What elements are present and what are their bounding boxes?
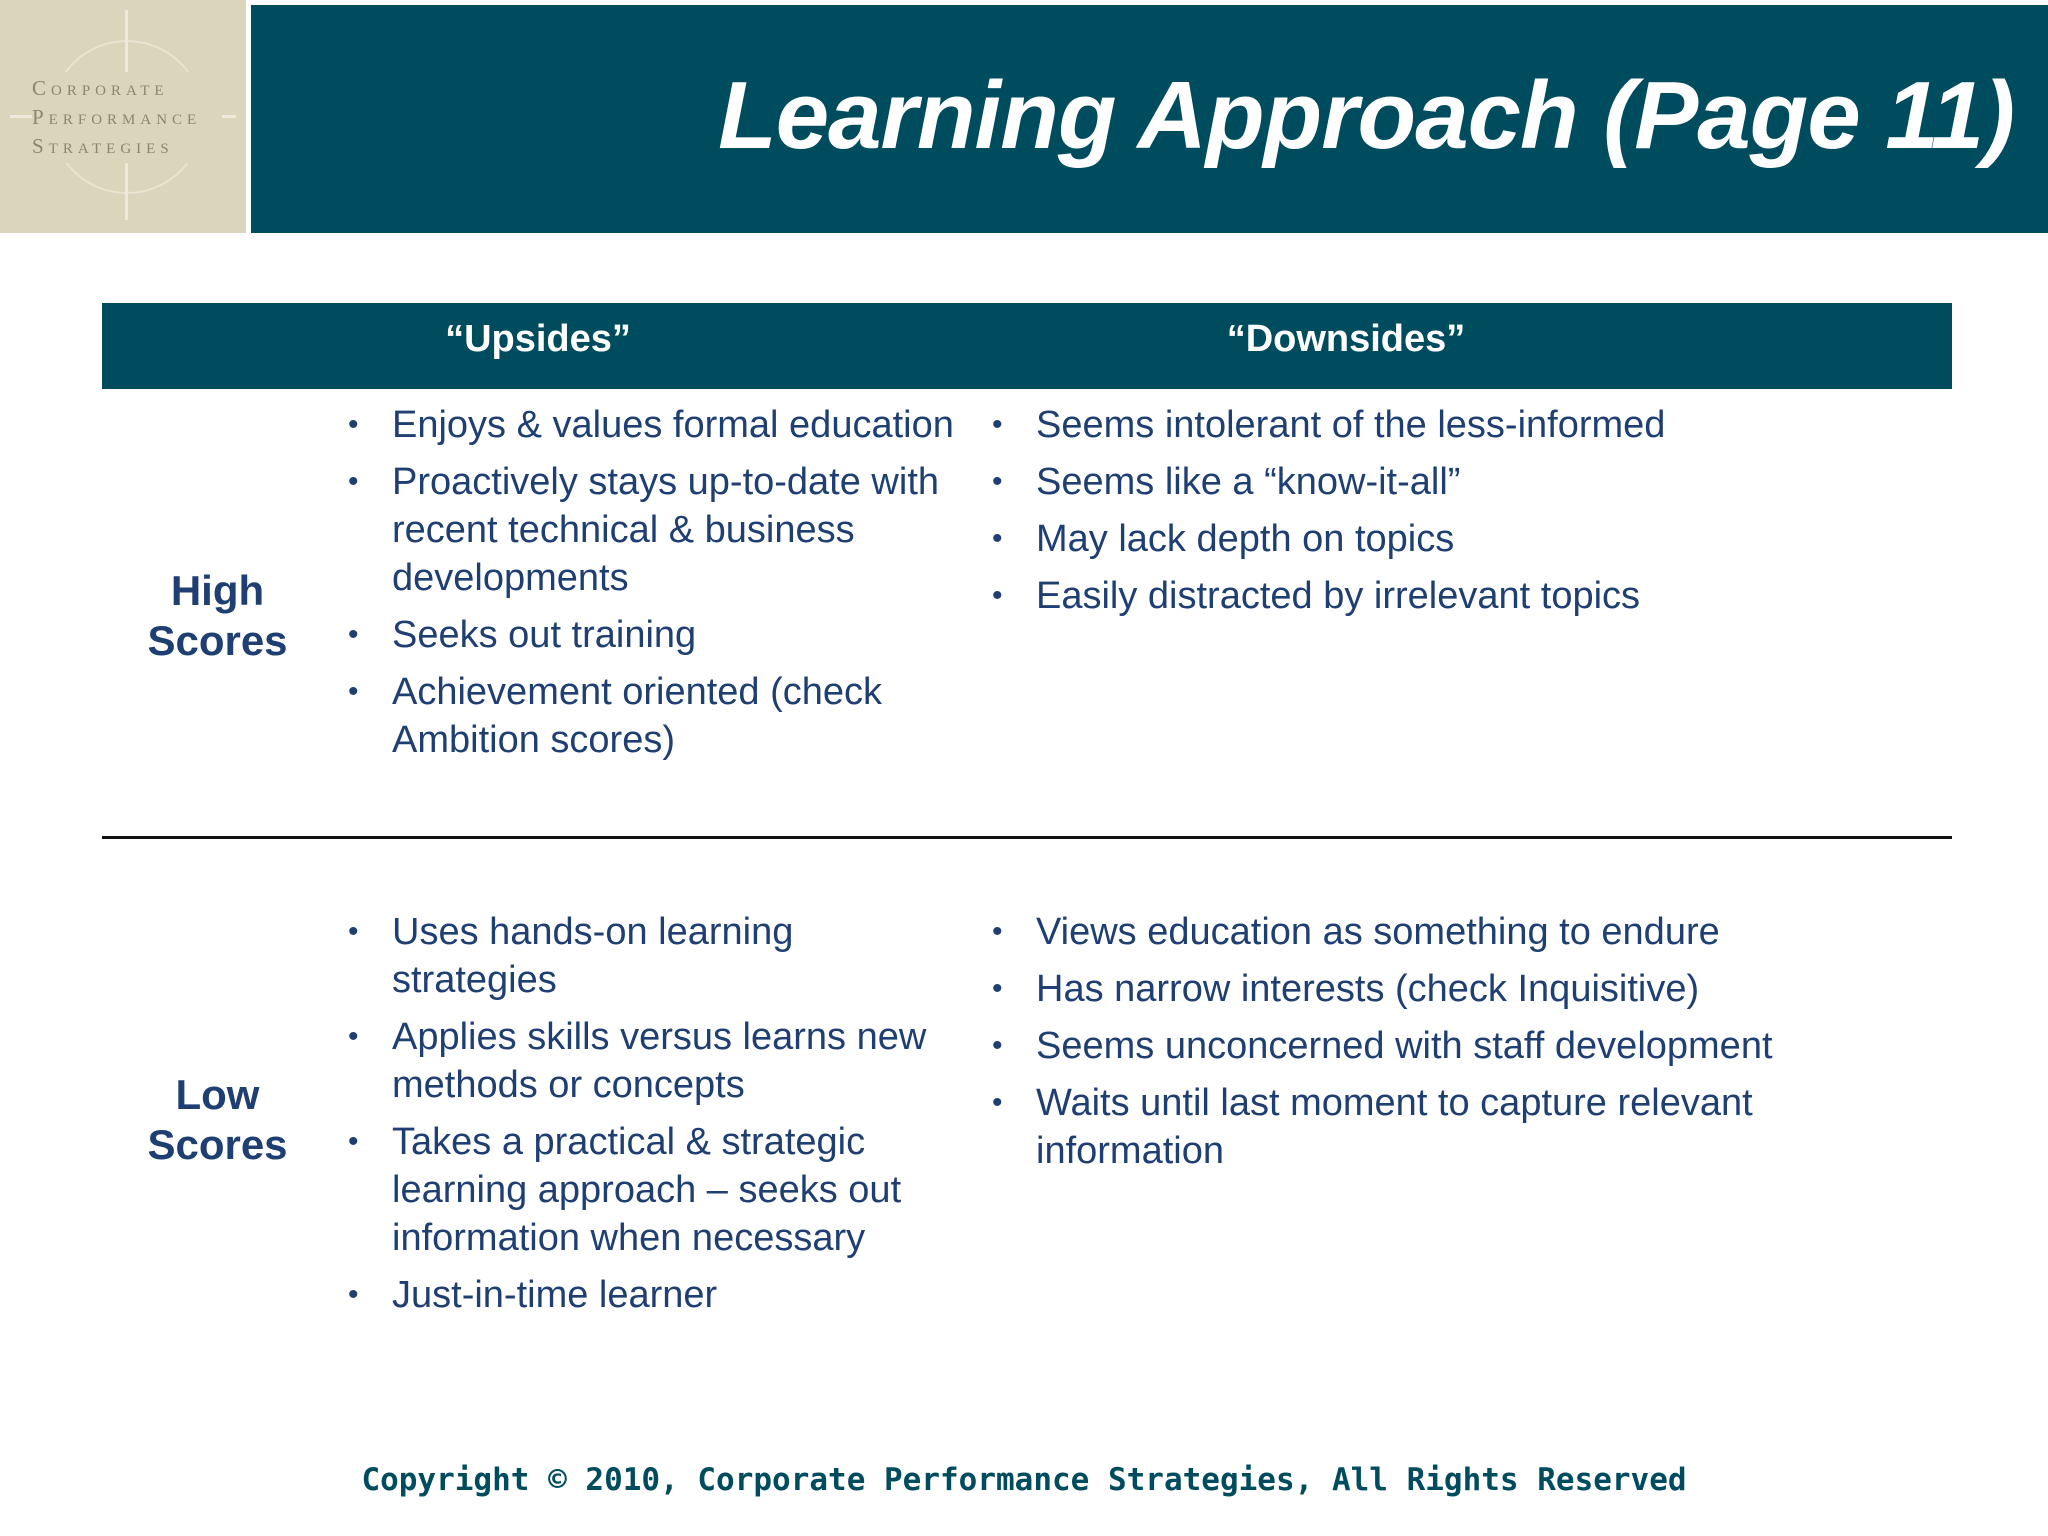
bullet-icon: •	[992, 1029, 1003, 1062]
low-upsides-list	[348, 908, 962, 1328]
high-upsides-list	[348, 401, 962, 773]
list-item-text: Seeks out training	[392, 614, 697, 656]
logo-line-1: Corporate	[32, 76, 169, 100]
list-item	[348, 401, 962, 449]
list-item-text: Achievement oriented (check Ambition scores)	[392, 671, 883, 761]
list-item	[348, 458, 962, 602]
list-item	[992, 1022, 1896, 1070]
slide-title: Learning Approach (Page 11)	[718, 62, 2014, 169]
list-item-text: Uses hands-on learning strategies	[392, 911, 794, 1001]
downsides-header: “Downsides”	[1226, 318, 1466, 360]
bullet-icon: •	[992, 408, 1003, 441]
copyright-footer: Copyright © 2010, Corporate Performance Strategies, All Rights Reserved	[361, 1462, 1687, 1498]
high-downsides-list	[992, 401, 1896, 629]
list-item	[992, 401, 1896, 449]
list-item-text: Takes a practical & strategic learning approach – seeks out information when necessary	[392, 1121, 902, 1259]
list-item	[348, 1013, 962, 1109]
list-item	[348, 908, 962, 1004]
list-item-text: Applies skills versus learns new methods or concepts	[392, 1016, 927, 1106]
bullet-icon: •	[348, 1020, 359, 1053]
list-item	[348, 1118, 962, 1262]
title-bar	[251, 5, 2048, 233]
list-item	[992, 458, 1896, 506]
logo-text	[32, 72, 222, 163]
bullet-icon: •	[992, 579, 1003, 612]
row-label-line: Scores	[147, 617, 288, 664]
list-item-text: Seems unconcerned with staff development	[1036, 1025, 1773, 1067]
low-downsides-list	[992, 908, 1896, 1184]
bullet-icon: •	[348, 915, 359, 948]
bullet-icon: •	[348, 1278, 359, 1311]
list-item	[348, 1271, 962, 1319]
bullet-icon: •	[348, 408, 359, 441]
company-logo	[0, 0, 246, 233]
list-item-text: Just-in-time learner	[392, 1274, 718, 1316]
upsides-header: “Upsides”	[445, 318, 631, 360]
bullet-icon: •	[348, 465, 359, 498]
bullet-icon: •	[992, 522, 1003, 555]
list-item	[348, 668, 962, 764]
list-item-text: Seems like a “know-it-all”	[1036, 461, 1461, 503]
list-item	[992, 908, 1896, 956]
table-header	[102, 303, 1952, 389]
list-item-text: Seems intolerant of the less-informed	[1036, 404, 1666, 446]
list-item-text: Proactively stays up-to-date with recent technical & business developments	[392, 461, 940, 599]
list-item	[992, 515, 1896, 563]
bullet-icon: •	[348, 675, 359, 708]
logo-line-3: Strategies	[32, 134, 174, 158]
bullet-icon: •	[992, 1086, 1003, 1119]
bullet-icon: •	[992, 972, 1003, 1005]
bullet-icon: •	[992, 465, 1003, 498]
list-item	[992, 965, 1896, 1013]
list-item	[348, 611, 962, 659]
bullet-icon: •	[992, 915, 1003, 948]
list-item-text: Enjoys & values formal education	[392, 404, 954, 446]
logo-line-2: Performance	[32, 105, 202, 129]
low-scores-label	[110, 1070, 325, 1170]
row-label-line: High	[170, 567, 265, 614]
list-item-text: Has narrow interests (check Inquisitive)	[1036, 968, 1700, 1010]
list-item-text: Easily distracted by irrelevant topics	[1036, 575, 1641, 617]
list-item	[992, 1079, 1896, 1175]
list-item-text: Waits until last moment to capture relevant information	[1036, 1082, 1753, 1172]
list-item	[992, 572, 1896, 620]
list-item-text: May lack depth on topics	[1036, 518, 1455, 560]
row-label-line: Low	[175, 1071, 260, 1118]
bullet-icon: •	[348, 1125, 359, 1158]
row-label-line: Scores	[147, 1121, 288, 1168]
list-item-text: Views education as something to endure	[1036, 911, 1720, 953]
high-scores-label	[110, 566, 325, 666]
bullet-icon: •	[348, 618, 359, 651]
row-divider	[102, 836, 1952, 839]
